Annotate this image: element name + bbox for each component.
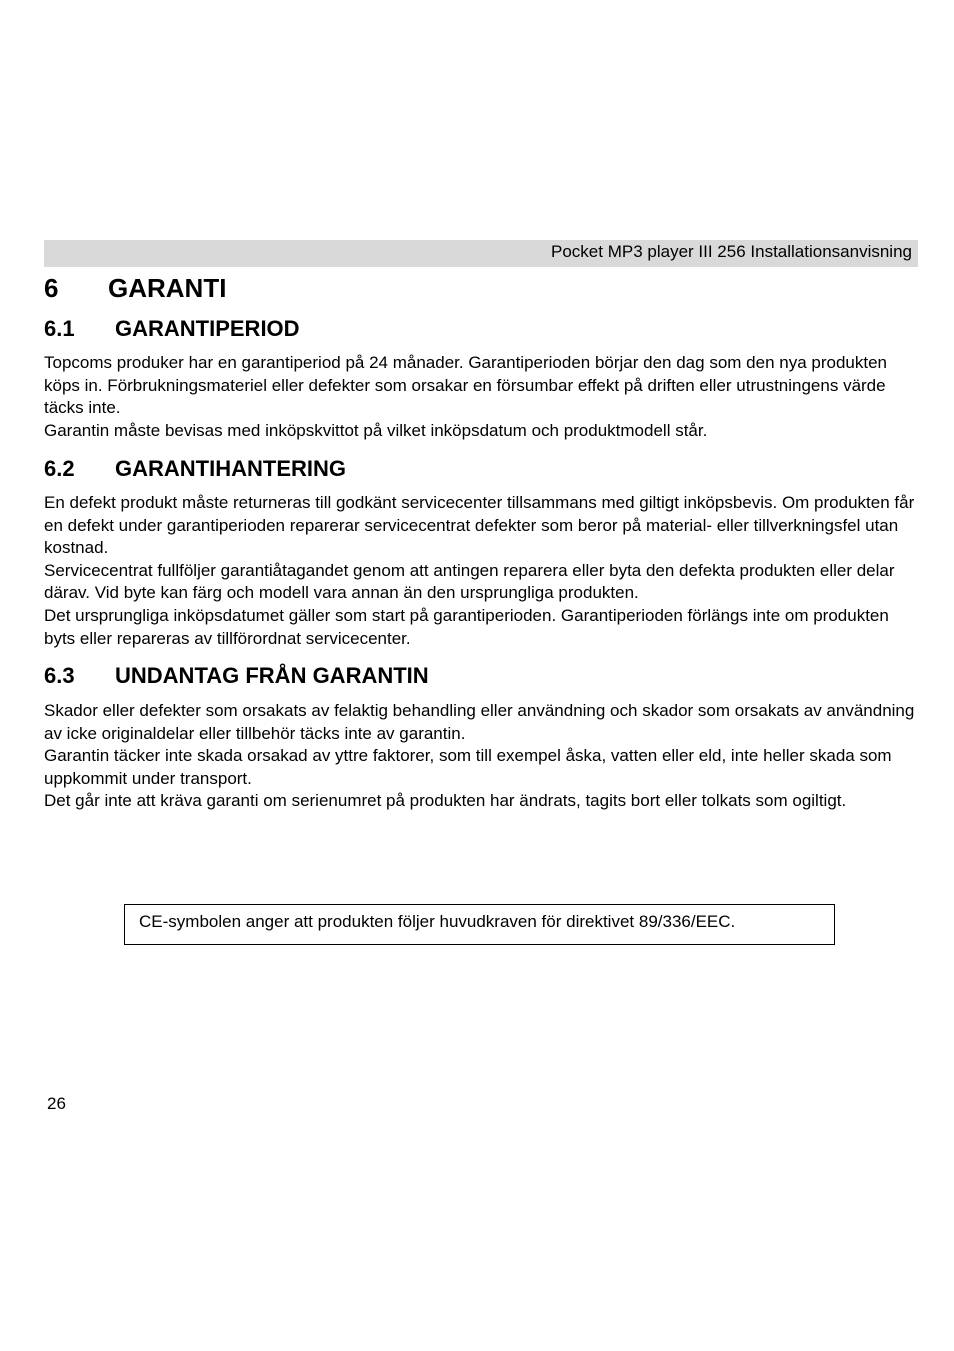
chapter-title: GARANTI: [108, 273, 227, 303]
paragraph: Det går inte att kräva garanti om serienumret på produkten har ändrats, tagits bort eller tolkats som ogiltigt.: [44, 791, 847, 811]
section-heading-6-2: [44, 455, 346, 483]
section-heading-6-3: [44, 662, 429, 690]
section-body-6-1: [44, 352, 916, 442]
section-number: 6.2: [44, 456, 75, 481]
chapter-number: 6: [44, 273, 59, 303]
running-header: [44, 240, 918, 267]
paragraph: Servicecentrat fullföljer garantiåtagandet genom att antingen reparera eller byta den defekta produkten eller delar därav. Vid byte kan färg och modell vara annan än den ursprungliga produkten.: [44, 560, 895, 603]
ce-notice-box: [124, 904, 835, 945]
section-title: GARANTIHANTERING: [115, 456, 346, 481]
section-body-6-2: [44, 492, 916, 650]
paragraph: Garantin måste bevisas med inköpskvittot på vilket inköpsdatum och produktmodell står.: [44, 420, 708, 440]
paragraph: Det ursprungliga inköpsdatumet gäller som start på garantiperioden. Garantiperioden förlängs inte om produkten byts eller repareras av tillförordnat servicecenter.: [44, 605, 889, 648]
section-number: 6.1: [44, 316, 75, 341]
paragraph: Topcoms produker har en garantiperiod på 24 månader. Garantiperioden börjar den dag som den nya produkten köps in. Förbrukningsmateriel eller defekter som orsakar en försumbar effekt på driften eller utrustningens värde täcks inte.: [44, 353, 887, 418]
section-number: 6.3: [44, 663, 75, 688]
chapter-heading: [44, 272, 226, 304]
paragraph: Skador eller defekter som orsakats av felaktig behandling eller användning och skador som orsakats av användning av icke originaldelar eller tillbehör täcks inte av garantin.: [44, 701, 915, 743]
page-number: 26: [47, 1094, 66, 1113]
paragraph: Garantin täcker inte skada orsakad av yttre faktorer, som till exempel åska, vatten eller eld, inte heller skada som uppkommit under transport.: [44, 746, 892, 788]
section-title: GARANTIPERIOD: [115, 316, 300, 341]
section-heading-6-1: [44, 315, 300, 343]
section-body-6-3: [44, 700, 916, 813]
header-title: Pocket MP3 player III 256 Installationsanvisning: [551, 242, 912, 261]
ce-notice-text: CE-symbolen anger att produkten följer huvudkraven för direktivet 89/336/EEC.: [139, 912, 736, 931]
section-title: UNDANTAG FRÅN GARANTIN: [115, 663, 429, 688]
paragraph: En defekt produkt måste returneras till godkänt servicecenter tillsammans med giltigt inköpsbevis. Om produkten får en defekt under garantiperioden reparerar servicecentrat defekter som beror på material- eller tillverkningsfel utan kostnad.: [44, 493, 915, 558]
